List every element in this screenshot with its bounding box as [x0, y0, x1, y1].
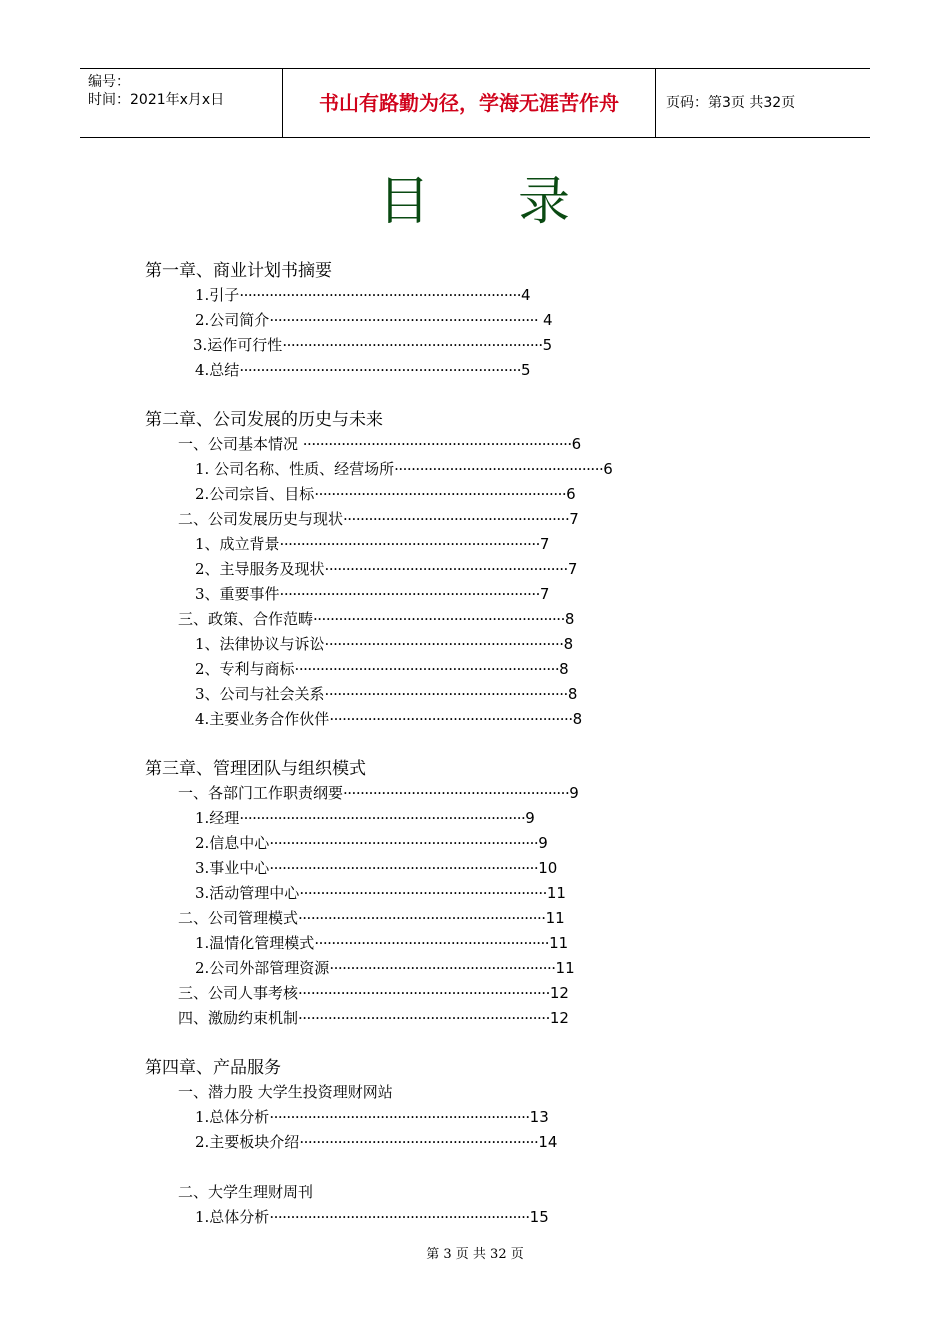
- toc-entry-page: 7: [567, 560, 578, 578]
- toc-entry[interactable]: [193, 334, 552, 356]
- toc-entry-page: 8: [559, 660, 569, 678]
- header-right-cell: [656, 69, 870, 137]
- toc-entry-label: 1、成立背景: [195, 535, 280, 553]
- toc-entry-label: 三、政策、合作范畴: [178, 610, 314, 628]
- toc-title-char-1: 目: [377, 172, 432, 232]
- toc-entry-label: 3.运作可行性: [193, 336, 283, 354]
- toc-title: [0, 170, 950, 234]
- toc-entry-label: 2.公司外部管理资源: [195, 959, 330, 977]
- toc-entry[interactable]: [178, 608, 574, 630]
- toc-entry-page: 8: [563, 635, 574, 653]
- toc-entry-leader: ·····················································: [329, 959, 556, 977]
- toc-entry-page: 4: [521, 286, 531, 304]
- toc-entry-label: 1. 公司名称、性质、经营场所: [195, 460, 395, 478]
- document-time-label: 时间：2021年x月x日: [88, 92, 225, 108]
- toc-entry[interactable]: [195, 683, 577, 705]
- toc-entry-page: 8: [572, 710, 583, 728]
- toc-entry-leader: ···························································: [314, 485, 567, 503]
- toc-entry-page: 7: [569, 510, 579, 528]
- toc-entry-label: 2、专利与商标: [195, 660, 295, 678]
- toc-entry[interactable]: [195, 633, 573, 655]
- toc-entry[interactable]: [195, 1131, 557, 1153]
- toc-entry-page: 6: [566, 485, 576, 503]
- toc-entry-label: 一、潜力股 大学生投资理财网站: [178, 1083, 393, 1101]
- toc-entry-label: 二、公司发展历史与现状: [178, 510, 344, 528]
- toc-entry-leader: ······························································: [294, 660, 560, 678]
- toc-entry[interactable]: [195, 458, 613, 480]
- toc-entry-leader: ·················································: [394, 460, 604, 478]
- toc-entry[interactable]: [195, 708, 582, 730]
- toc-chapter: 第二章、公司发展的历史与未来: [145, 410, 383, 430]
- toc-entry-page: 9: [525, 809, 535, 827]
- toc-entry-label: 二、大学生理财周刊: [178, 1183, 314, 1201]
- toc-entry[interactable]: [195, 807, 535, 829]
- toc-entry-label: 3.事业中心: [195, 859, 270, 877]
- toc-entry[interactable]: [195, 533, 549, 555]
- toc-entry-leader: ···························································: [313, 610, 565, 628]
- toc-entry[interactable]: [195, 957, 575, 979]
- toc-chapter: 第一章、商业计划书摘要: [145, 261, 332, 281]
- toc-entry-label: 二、公司管理模式: [178, 909, 299, 927]
- toc-entry-page: 9: [538, 834, 548, 852]
- toc-entry-leader: ·····························································: [279, 535, 540, 553]
- toc-entry[interactable]: [195, 1206, 549, 1228]
- toc-entry-label: 1.经理: [195, 809, 240, 827]
- toc-entry-leader: ························································: [324, 635, 564, 653]
- toc-entry-leader: ··························································: [299, 884, 547, 902]
- toc-entry[interactable]: [195, 932, 568, 954]
- toc-entry-page: 14: [538, 1133, 558, 1151]
- toc-entry[interactable]: [195, 583, 549, 605]
- toc-entry[interactable]: [178, 982, 569, 1004]
- toc-entry[interactable]: [195, 857, 557, 879]
- toc-entry[interactable]: [178, 1181, 313, 1203]
- toc-entry-label: 2、主导服务及现状: [195, 560, 325, 578]
- toc-entry[interactable]: [195, 309, 553, 331]
- toc-entry[interactable]: [195, 558, 577, 580]
- header-left-cell: [80, 69, 283, 137]
- toc-chapter: 第四章、产品服务: [145, 1058, 281, 1078]
- toc-entry-page: 11: [555, 959, 575, 977]
- toc-entry-leader: ·····························································: [282, 336, 543, 354]
- header-motto: 书山有路勤为径，学海无涯苦作舟: [319, 91, 619, 115]
- toc-entry-label: 3、公司与社会关系: [195, 685, 325, 703]
- toc-entry[interactable]: [195, 483, 576, 505]
- toc-entry-label: 4.主要业务合作伙伴: [195, 710, 330, 728]
- toc-entry-leader: ·······························································: [269, 859, 539, 877]
- toc-entry-page: 6: [603, 460, 613, 478]
- toc-entry[interactable]: [178, 1007, 569, 1029]
- toc-entry-label: 2.公司宗旨、目标: [195, 485, 315, 503]
- toc-entry-page: 4: [538, 311, 553, 329]
- toc-entry-leader: ·······················································: [314, 934, 550, 952]
- document-number-label: 编号：: [88, 74, 130, 90]
- toc-entry-leader: ···································································: [239, 809, 526, 827]
- toc-entry-label: 3.活动管理中心: [195, 884, 300, 902]
- toc-entry-leader: ·······························································: [302, 435, 572, 453]
- toc-entry-page: 11: [546, 884, 566, 902]
- toc-entry-label: 3、重要事件: [195, 585, 280, 603]
- toc-entry-label: 2.主要板块介绍: [195, 1133, 300, 1151]
- toc-entry-label: 1、法律协议与诉讼: [195, 635, 325, 653]
- toc-entry[interactable]: [195, 359, 531, 381]
- toc-entry[interactable]: [195, 284, 531, 306]
- toc-entry-leader: ···························································: [298, 1009, 550, 1027]
- toc-entry-label: 四、激励约束机制: [178, 1009, 299, 1027]
- page-header: [80, 68, 870, 138]
- toc-entry-page: 15: [529, 1208, 549, 1226]
- toc-entry-label: 一、公司基本情况: [178, 435, 303, 453]
- toc-entry-page: 6: [571, 435, 582, 453]
- toc-entry[interactable]: [195, 658, 569, 680]
- toc-entry-label: 三、公司人事考核: [178, 984, 299, 1002]
- toc-entry-page: 11: [545, 909, 565, 927]
- toc-entry-label: 1.总体分析: [195, 1208, 270, 1226]
- toc-entry-leader: ·····················································: [343, 784, 570, 802]
- toc-entry-leader: ·····························································: [279, 585, 540, 603]
- toc-entry-leader: ·······························································: [269, 311, 539, 329]
- toc-entry[interactable]: [178, 782, 579, 804]
- toc-entry[interactable]: [195, 882, 566, 904]
- toc-entry-page: 5: [521, 361, 531, 379]
- toc-entry-page: 8: [564, 610, 575, 628]
- toc-entry-leader: ·····················································: [343, 510, 570, 528]
- toc-entry[interactable]: [178, 433, 581, 455]
- toc-entry[interactable]: [195, 1106, 549, 1128]
- header-middle-cell: [283, 69, 656, 137]
- toc-entry-label: 2.公司简介: [195, 311, 270, 329]
- toc-entry-page: 7: [539, 585, 550, 603]
- toc-entry-page: 7: [539, 535, 550, 553]
- toc-entry-leader: ·····························································: [269, 1108, 530, 1126]
- toc-entry-leader: ·························································: [324, 560, 568, 578]
- toc-entry-page: 12: [549, 1009, 569, 1027]
- toc-title-char-2: 录: [518, 172, 573, 232]
- toc-entry-page: 13: [529, 1108, 549, 1126]
- toc-entry-leader: ·························································: [324, 685, 568, 703]
- toc-entry-page: 5: [542, 336, 553, 354]
- toc-entry-page: 8: [567, 685, 578, 703]
- toc-entry[interactable]: [195, 832, 548, 854]
- page-footer: 第 3 页 共 32 页: [426, 1247, 524, 1262]
- toc-entry-page: 10: [538, 859, 558, 877]
- toc-entry[interactable]: [178, 1081, 393, 1103]
- toc-entry-leader: ···························································: [298, 984, 550, 1002]
- toc-entry-leader: ··························································: [298, 909, 546, 927]
- toc-entry-leader: ··································································: [239, 286, 522, 304]
- toc-entry-page: 12: [549, 984, 569, 1002]
- toc-entry-label: 1.总体分析: [195, 1108, 270, 1126]
- toc-entry-page: 9: [569, 784, 579, 802]
- toc-entry-leader: ·························································: [329, 710, 573, 728]
- toc-entry-label: 1.引子: [195, 286, 240, 304]
- toc-entry-leader: ··································································: [239, 361, 522, 379]
- toc-entry-label: 4.总结: [195, 361, 240, 379]
- toc-entry[interactable]: [178, 508, 579, 530]
- toc-entry-label: 一、各部门工作职责纲要: [178, 784, 344, 802]
- toc-chapter: 第三章、管理团队与组织模式: [145, 759, 366, 779]
- toc-entry-leader: ························································: [299, 1133, 539, 1151]
- toc-entry-page: 11: [549, 934, 569, 952]
- toc-entry-label: 2.信息中心: [195, 834, 270, 852]
- toc-entry-leader: ·····························································: [269, 1208, 530, 1226]
- toc-entry-label: 1.温情化管理模式: [195, 934, 315, 952]
- toc-entry-leader: ·······························································: [269, 834, 539, 852]
- header-page-info: 页码：第3页 共32页: [666, 95, 796, 111]
- toc-entry[interactable]: [178, 907, 565, 929]
